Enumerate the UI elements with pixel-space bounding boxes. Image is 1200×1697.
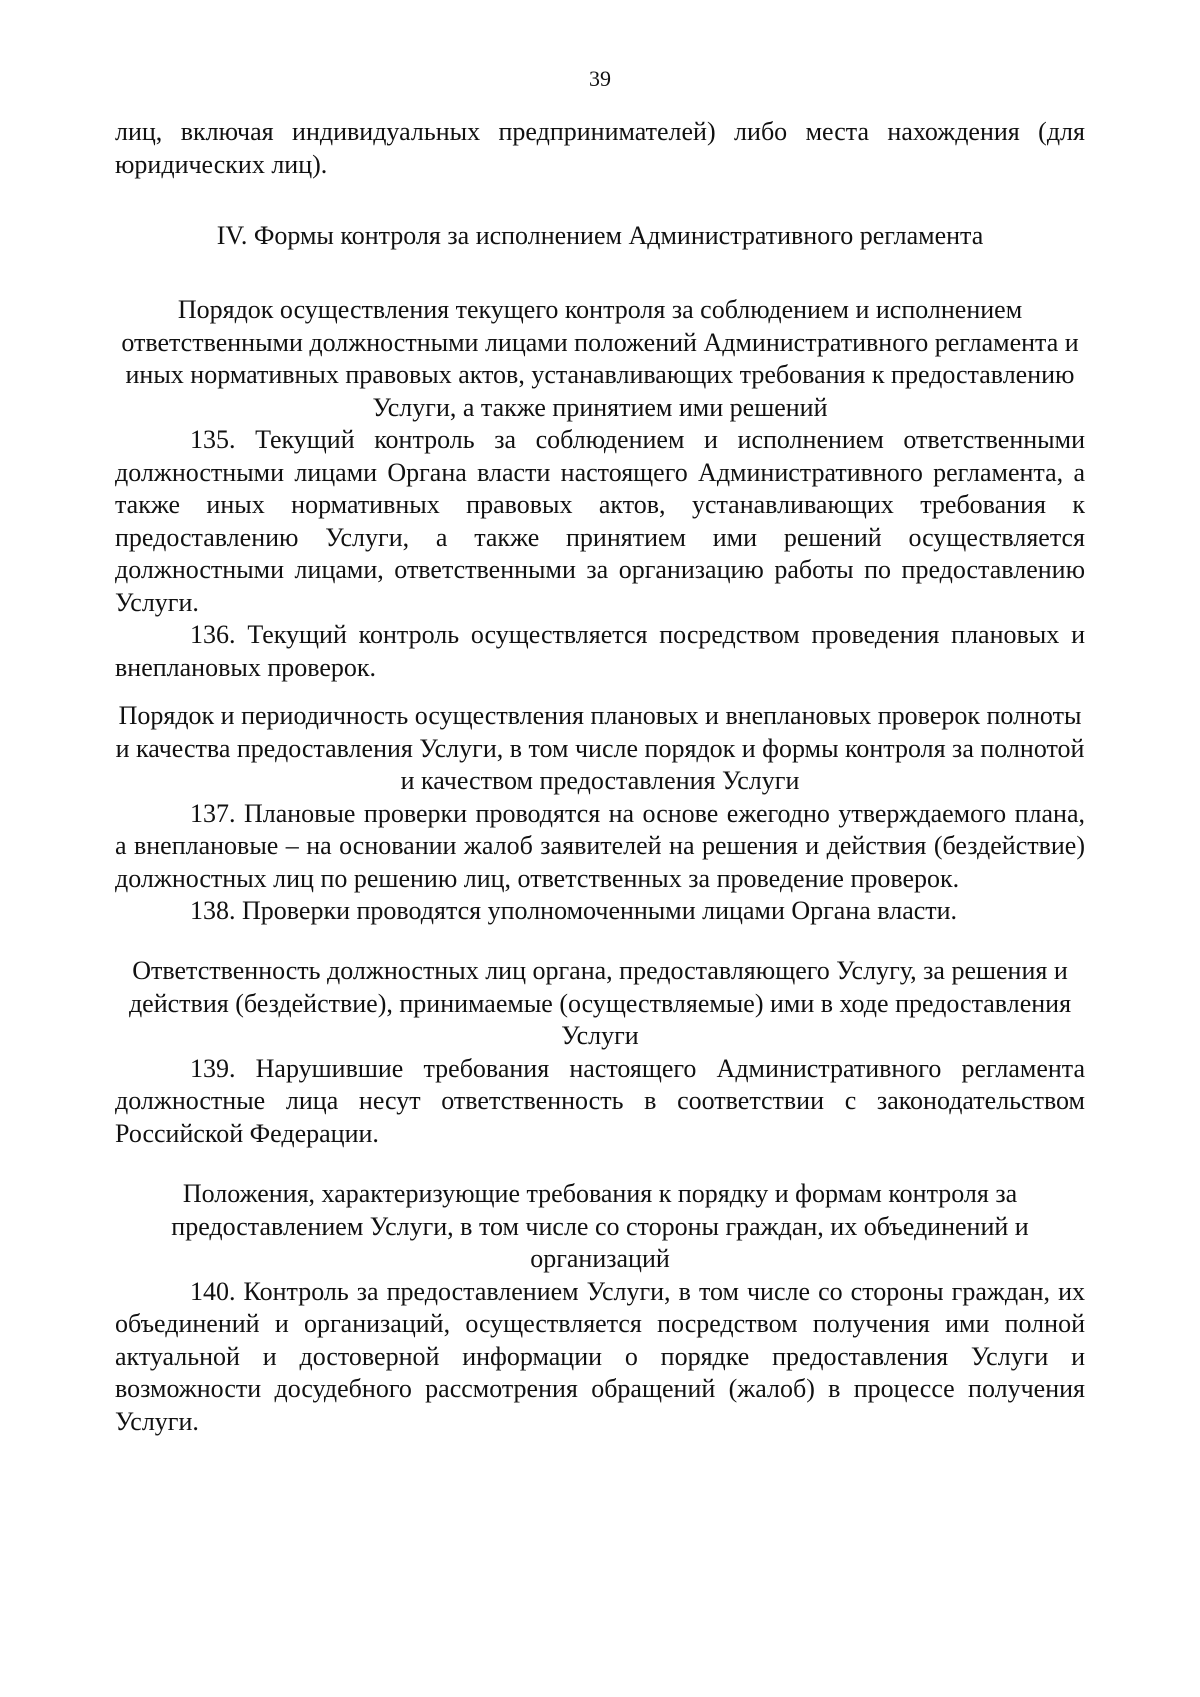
item-136: 136. Текущий контроль осуществляется посредством проведения плановых и внеплановых проверок. [115,620,1085,682]
page-number: 39 [589,66,611,91]
subsection-3-heading: Ответственность должностных лиц органа, предоставляющего Услугу, за решения и действия (бездействие), принимаемые (осуществляемые) ими в ходе предоставления Услуги [128,956,1072,1050]
item-135: 135. Текущий контроль за соблюдением и исполнением ответственными должностными лицами Органа власти настоящего Административного регламента, а также иных нормативных правовых актов, устанавливающих требования к предоставлению Услуги, а также принятием ими решений осуществляется должностными лицами, ответственными за организацию работы по предоставлению Услуги. [115,425,1085,617]
section-title: IV. Формы контроля за исполнением Административного регламента [216,221,984,250]
subsection-2-heading: Порядок и периодичность осуществления плановых и внеплановых проверок полноты и качества предоставления Услуги, в том числе порядок и формы контроля за полнотой и качеством предоставления Услуги [115,701,1085,795]
subsection-1 [115,294,1085,684]
item-139: 139. Нарушившие требования настоящего Административного регламента должностные лица несут ответственность в соответствии с законодательством Российской Федерации. [115,1053,1085,1148]
item-137: 137. Плановые проверки проводятся на основе ежегодно утверждаемого плана, а внеплановые – на основании жалоб заявителей на решения и действия (бездействие) должностных лиц по решению лиц, ответственных за проведение проверок. [115,798,1085,893]
subsection-4-heading: Положения, характеризующие требования к порядку и формам контроля за предоставлением Услуги, в том числе со стороны граждан, их объединений и организаций [171,1179,1029,1273]
section-title-block [115,220,1085,253]
subsection-1-heading: Порядок осуществления текущего контроля за соблюдением и исполнением ответственными должностными лицами положений Административного регламента и иных нормативных правовых актов, устанавливающих требования к предоставлению Услуги, а также принятием ими решений [121,295,1079,422]
item-140: 140. Контроль за предоставлением Услуги, в том числе со стороны граждан, их объединений и организаций, осуществляется посредством получения ими полной актуальной и достоверной информации о порядке предоставления Услуги и возможности досудебного рассмотрения обращений (жалоб) в процессе получения Услуги. [115,1276,1085,1436]
subsection-2 [115,700,1085,928]
item-138: 138. Проверки проводятся уполномоченными лицами Органа власти. [190,896,958,925]
intro-paragraph: лиц, включая индивидуальных предпринимателей) либо места нахождения (для юридических лиц). [115,117,1085,179]
intro-paragraph-block [115,116,1085,181]
subsection-3 [115,955,1085,1150]
subsection-4 [115,1178,1085,1438]
